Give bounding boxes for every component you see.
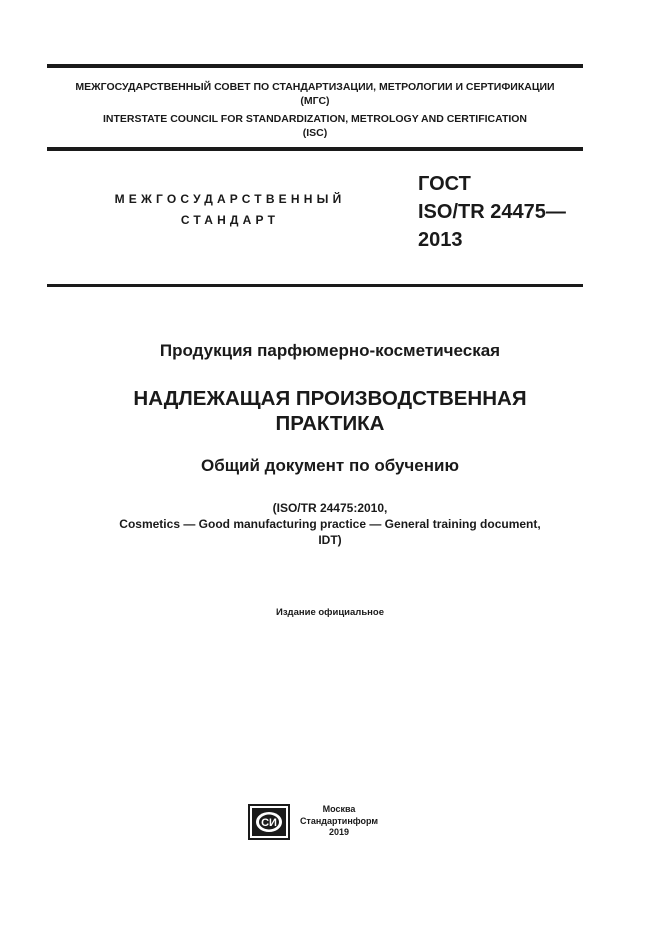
designation-line1: ГОСТ [418,173,471,195]
council-ru [47,80,583,108]
document-type: Общий документ по обучению [200,456,459,475]
publisher-block [248,804,388,840]
gost-designation [418,170,598,254]
interstate-label-line2: СТАНДАРТ [180,213,280,227]
standartinform-logo-icon [248,804,290,840]
publisher-name: Стандартинформ [299,815,379,826]
top-rule [47,64,583,68]
council-ru-name: МЕЖГОСУДАРСТВЕННЫЙ СОВЕТ ПО СТАНДАРТИЗАЦИИ, МЕТРОЛОГИИ И СЕРТИФИКАЦИИ [75,81,555,93]
council-en-name: INTERSTATE COUNCIL FOR STANDARDIZATION, METROLOGY AND CERTIFICATION [102,113,528,125]
header-divider-rule [47,147,583,151]
council-en-abbr: (ISC) [302,127,328,139]
interstate-label-line1: МЕЖГОСУДАРСТВЕННЫЙ [114,192,346,206]
interstate-standard-label [80,189,380,231]
main-title [47,386,613,436]
publisher-imprint [293,804,385,839]
council-en [47,112,583,140]
official-edition: Издание официальное [276,607,384,618]
main-title-line1: НАДЛЕЖАЩАЯ ПРОИЗВОДСТВЕННАЯ [133,387,527,410]
main-title-line2: ПРАКТИКА [275,412,385,435]
title-divider-rule [47,284,583,287]
iso-reference-line3: IDT) [318,533,342,547]
publisher-year: 2019 [328,827,350,837]
council-ru-abbr: (МГС) [300,95,330,107]
designation-line2: ISO/TR 24475— [418,201,566,223]
product-subtitle: Продукция парфюмерно-косметическая [159,341,501,360]
iso-reference-line1: (ISO/TR 24475:2010, [272,501,388,515]
designation-line3: 2013 [418,229,463,251]
logo-text: СИ [261,817,277,829]
publisher-city: Москва [322,804,356,814]
iso-reference-line2: Cosmetics — Good manufacturing practice — General training document, [119,517,541,531]
iso-reference [47,500,613,548]
